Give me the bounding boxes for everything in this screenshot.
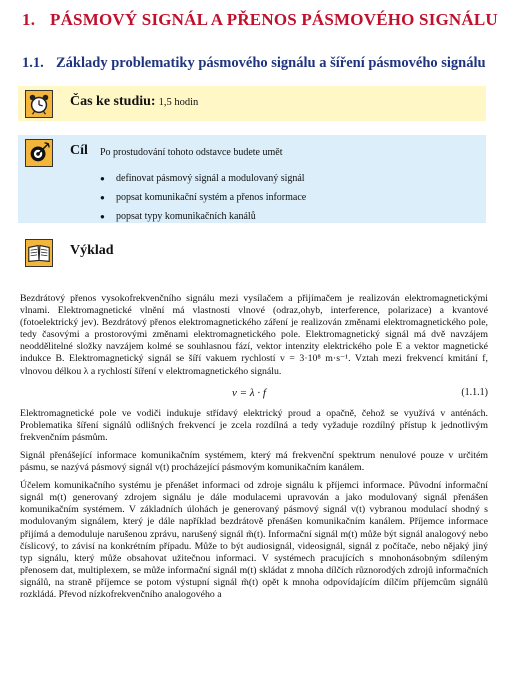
goal-box bbox=[18, 135, 486, 223]
equation-expression: v = λ · f bbox=[232, 386, 266, 399]
equation-number: (1.1.1) bbox=[461, 386, 488, 398]
section-heading bbox=[22, 55, 492, 72]
section-number: 1.1. bbox=[22, 55, 44, 71]
study-time-box bbox=[18, 86, 486, 121]
study-time-value: 1,5 hodin bbox=[158, 97, 199, 108]
chapter-heading bbox=[22, 10, 498, 30]
open-book-icon bbox=[25, 239, 53, 267]
goal-item: ● definovat pásmový signál a modulovaný signál bbox=[100, 169, 306, 188]
paragraph: Elektromagnetické pole ve vodiči indukuje střídavý elektrický proud a opačně, čehož se využívá v anténách. Problematika šíření signálů odlišných frekvencí je zcela rozdílná a tedy vyžaduje rozdílný přístup k jednotlivým frekvenčním pásmům. bbox=[20, 407, 488, 443]
chapter-number: 1. bbox=[22, 10, 36, 29]
body-text bbox=[20, 293, 488, 607]
study-time-label-text: Čas ke studiu: bbox=[70, 94, 156, 109]
goal-list bbox=[100, 169, 306, 226]
paragraph: Účelem komunikačního systému je přenášet informaci od zdroje signálu k příjemci informace. Původní informační signál m(t) generovaný zdrojem signálu je dále modulacemi upravován a jako modulovaný signál přenášen komunikačním systémem. V základních úlohách je generovaný pásmový signál v(t) vybranou modulací shodný s modulovaným signálem, který je dále například bezdrátově přenášen komunikačním kanálem. Příjemce informace přijímá a demoduluje narušenou zprávu, narušený signál m̃(t). Informační signál m(t) může být signál analogový nebo číslicový, to závisí na konkrétním případu. Může to být audiosignál, videosignál, signál z počítače, nebo nějaký jiný typ signálu, který může obsahovat užitečnou informaci. V systémech pracujících s mnohonásobným sdíleným přenosem dat, multiplexem, se může informační signál m(t) skládat z mnoha dílčích různorodých zdrojů informačních signálů, na straně příjemce se potom výstupní signál m̃(t) opět k mnoha odpovídajícím dílčím příjemcům signálů rozkládá. Převod nízkofrekvenčního analogového a bbox=[20, 480, 488, 600]
paragraph: Signál přenášející informace komunikačním systémem, který má frekvenční spektrum nenulové pouze v určitém pásmu, se nazývá pásmový signál v(t) procházející pásmovým komunikačním kanálem. bbox=[20, 449, 488, 474]
target-icon bbox=[25, 139, 53, 167]
goal-item: ● popsat komunikační systém a přenos informace bbox=[100, 188, 306, 207]
alarm-clock-icon bbox=[25, 90, 53, 118]
explanation-label: Výklad bbox=[70, 243, 114, 258]
goal-intro: Po prostudování tohoto odstavce budete umět bbox=[100, 147, 283, 158]
goal-label: Cíl bbox=[70, 143, 88, 158]
section-title: Základy problematiky pásmového signálu a šíření pásmového signálu bbox=[56, 55, 486, 71]
paragraph: Bezdrátový přenos vysokofrekvenčního signálu mezi vysílačem a přijímačem je realizován elektromagnetickými vlnami. Elektromagnetické vlnění má vlastnosti vlnové (odraz,ohyb, interference, polarizace) a kvantové (fotoelektrický jev). Bezdrátový přenos elektromagnetického záření je realizován změnami elektromagnetického pole, tedy časovými a prostorovými změnami elektromagnetického pole. Elektromagnetický signál má dvě navzájem neoddělitelné složky navzájem kolmé se souhlasnou fází, vektor intenzity elektrického pole E a vektor magnetické indukce B. Elektromagnetický signál se šíří vakuem rychlostí v = 3·10⁸ m·s⁻¹. Vztah mezi frekvencí kmitání f, vlnovou délkou λ a rychlostí šíření v elektromagnetického signálu. bbox=[20, 293, 488, 377]
goal-item: ● popsat typy komunikačních kanálů bbox=[100, 207, 306, 226]
equation bbox=[20, 384, 488, 402]
chapter-title: PÁSMOVÝ SIGNÁL A PŘENOS PÁSMOVÉHO SIGNÁLU bbox=[50, 10, 498, 29]
study-time-label bbox=[70, 94, 198, 110]
